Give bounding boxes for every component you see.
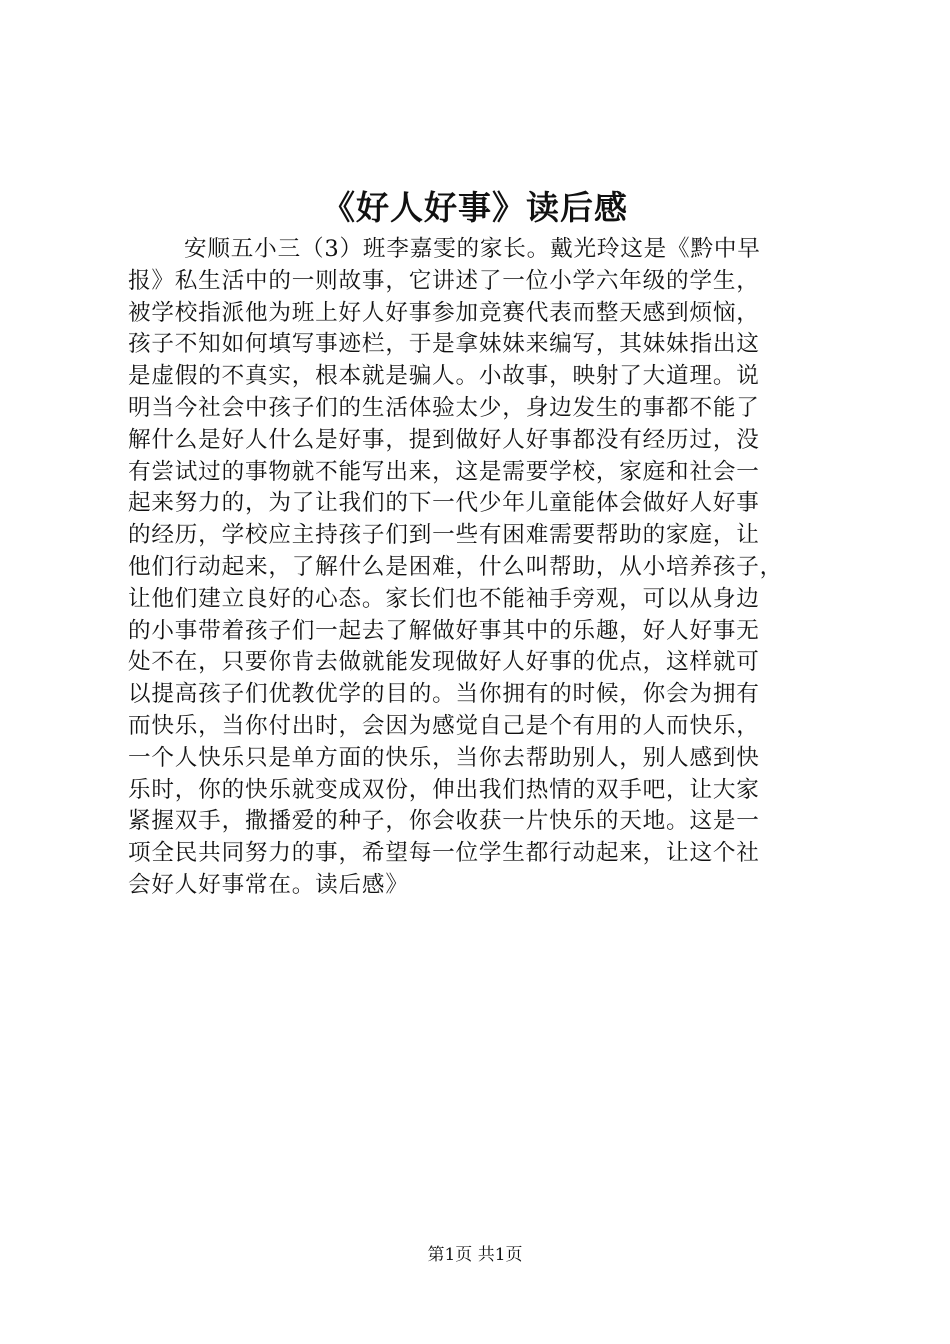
body-line: 明当今社会中孩子们的生活体验太少，身边发生的事都不能了 [128,394,760,421]
body-line: 安顺五小三（3）班李嘉雯的家长。戴光玲这是《黔中早 [184,236,761,262]
body-line: 起来努力的，为了让我们的下一代少年儿童能体会做好人好事 [128,490,760,517]
body-line: 处不在，只要你肯去做就能发现做好人好事的优点，这样就可 [128,649,760,676]
document-body [128,234,828,902]
body-line: 是虚假的不真实，根本就是骗人。小故事，映射了大道理。说 [128,363,760,390]
body-line: 项全民共同努力的事，希望每一位学生都行动起来，让这个社 [128,840,760,867]
body-line: 一个人快乐只是单方面的快乐，当你去帮助别人，别人感到快 [128,744,760,771]
body-line: 报》私生活中的一则故事，它讲述了一位小学六年级的学生， [128,267,760,294]
body-line: 孩子不知如何填写事迹栏，于是拿妹妹来编写，其妹妹指出这 [128,331,760,358]
body-line: 紧握双手，撒播爱的种子，你会收获一片快乐的天地。这是一 [128,808,760,835]
page-number-footer: 第1页 共1页 [427,1245,523,1265]
body-line: 有尝试过的事物就不能写出来，这是需要学校，家庭和社会一 [128,458,760,485]
body-line: 让他们建立良好的心态。家长们也不能袖手旁观，可以从身边 [128,585,760,612]
document-title: 《好人好事》读后感 [322,188,628,227]
body-line: 以提高孩子们优教优学的目的。当你拥有的时候，你会为拥有 [128,681,760,708]
body-line: 的小事带着孩子们一起去了解做好事其中的乐趣，好人好事无 [128,617,760,644]
body-line: 的经历，学校应主持孩子们到一些有困难需要帮助的家庭，让 [128,522,760,549]
body-line: 解什么是好人什么是好事，提到做好人好事都没有经历过，没 [128,426,760,453]
body-line: 乐时，你的快乐就变成双份，伸出我们热情的双手吧，让大家 [128,776,760,803]
body-line: 他们行动起来，了解什么是困难，什么叫帮助，从小培养孩子， [128,553,784,580]
body-line: 而快乐，当你付出时，会因为感觉自己是个有用的人而快乐， [128,712,760,739]
body-line: 被学校指派他为班上好人好事参加竞赛代表而整天感到烦恼， [128,299,760,326]
body-line: 会好人好事常在。读后感》 [128,871,409,898]
